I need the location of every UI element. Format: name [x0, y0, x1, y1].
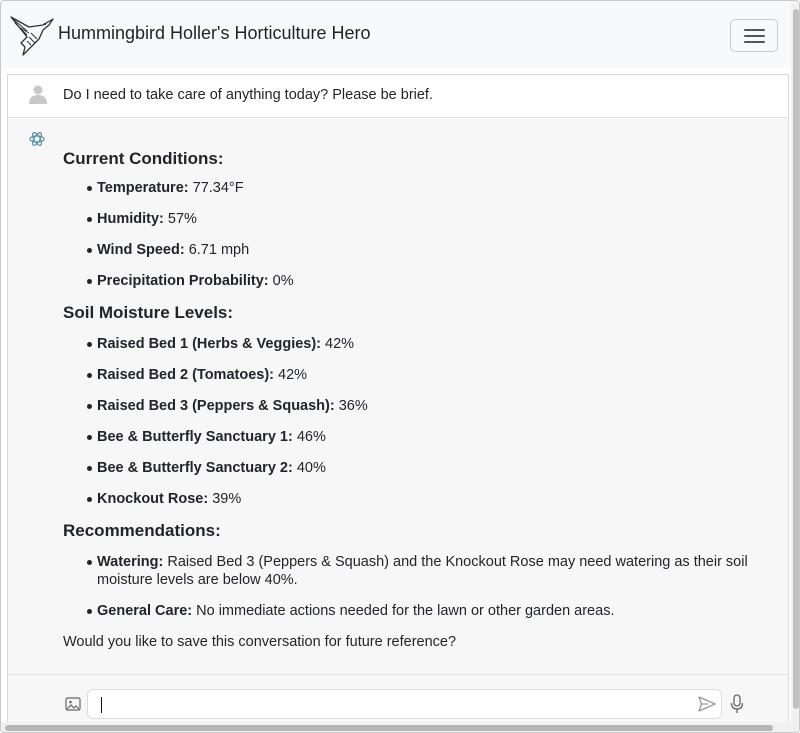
app-title: Hummingbird Holler's Horticulture Hero	[58, 23, 371, 43]
list-item: Humidity: 57%	[63, 210, 763, 228]
section-heading: Current Conditions:	[63, 149, 224, 168]
list-item: Knockout Rose: 39%	[63, 490, 763, 508]
closing-question: Would you like to save this conversation for future reference?	[63, 634, 457, 650]
soil-moisture-list	[63, 335, 763, 508]
send-icon[interactable]	[698, 696, 716, 712]
vertical-scrollbar-thumb[interactable]	[793, 9, 799, 709]
conditions-list	[63, 179, 763, 290]
horizontal-scrollbar-thumb[interactable]	[5, 725, 773, 731]
chat-panel	[7, 74, 789, 722]
list-item: Raised Bed 3 (Peppers & Squash): 36%	[63, 397, 763, 415]
composer	[8, 674, 788, 723]
hamburger-menu-icon	[744, 29, 765, 31]
list-item: Precipitation Probability: 0%	[63, 272, 763, 290]
list-item: Bee & Butterfly Sanctuary 1: 46%	[63, 428, 763, 446]
recommendations-list	[63, 553, 763, 620]
text-caret	[101, 697, 102, 713]
user-avatar-icon	[28, 84, 48, 104]
section-recommendations	[63, 521, 763, 620]
assistant-message-body	[63, 147, 763, 651]
list-item: Bee & Butterfly Sanctuary 2: 40%	[63, 459, 763, 477]
menu-toggle-button[interactable]	[730, 19, 778, 52]
message-input[interactable]	[87, 689, 722, 719]
user-message	[8, 75, 788, 118]
list-item: Raised Bed 2 (Tomatoes): 42%	[63, 366, 763, 384]
section-current-conditions	[63, 149, 763, 290]
assistant-logo-icon	[28, 130, 46, 148]
list-item: Wind Speed: 6.71 mph	[63, 241, 763, 259]
list-item: Watering: Raised Bed 3 (Peppers & Squash) and the Knockout Rose may need watering as their soil moisture levels are below 40%.	[63, 553, 763, 589]
horizontal-scrollbar[interactable]	[1, 722, 791, 733]
section-soil-moisture	[63, 303, 763, 508]
section-heading: Recommendations:	[63, 521, 221, 540]
section-heading: Soil Moisture Levels:	[63, 303, 234, 322]
list-item: Temperature: 77.34°F	[63, 179, 763, 197]
microphone-icon[interactable]	[730, 694, 744, 714]
navbar	[1, 1, 799, 68]
image-attach-icon[interactable]	[65, 696, 81, 712]
vertical-scrollbar[interactable]	[791, 1, 800, 733]
list-item: Raised Bed 1 (Herbs & Veggies): 42%	[63, 335, 763, 353]
assistant-message	[8, 119, 788, 674]
list-item: General Care: No immediate actions needed for the lawn or other garden areas.	[63, 602, 763, 620]
user-message-text: Do I need to take care of anything today? Please be brief.	[63, 87, 433, 103]
hummingbird-logo-icon[interactable]	[9, 13, 55, 57]
